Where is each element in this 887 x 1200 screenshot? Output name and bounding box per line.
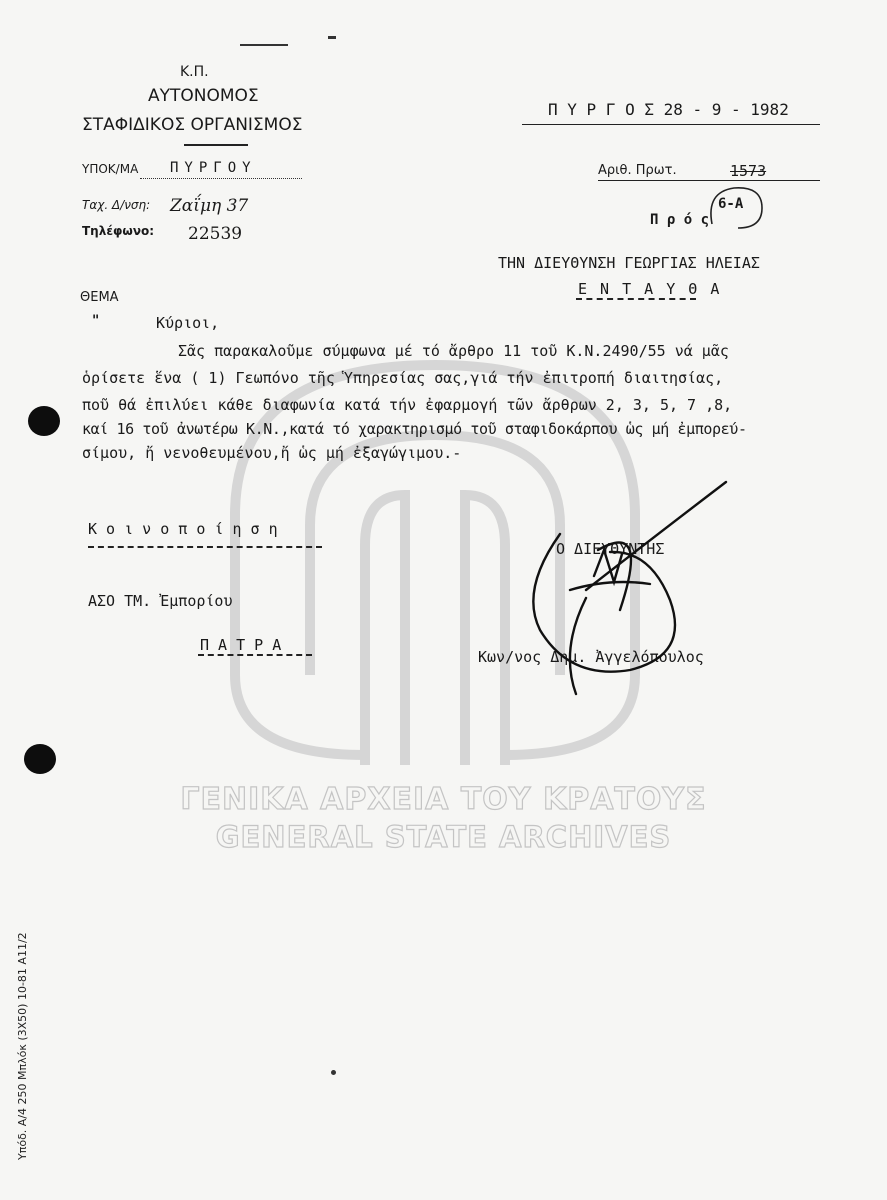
punch-hole: [24, 744, 56, 774]
body-line: ποῦ θά ἐπιλύει κάθε διαφωνία κατά τήν ἐφαρμογή τῶν ἄρθρων 2, 3, 5, 7 ,8,: [82, 396, 733, 414]
scan-speck: [331, 1070, 336, 1075]
cc-label: Κ ο ι ν ο π ο ί η σ η: [88, 520, 278, 538]
letterhead-underline: [184, 144, 248, 146]
body-line: σίμου, ἤ νενοθευμένου,ἤ ὡς μή ἐξαγώγιμου.-: [82, 444, 462, 462]
protocol-number: 1573: [730, 162, 767, 180]
salutation: Κύριοι,: [156, 314, 220, 332]
address-label: Ταχ. Δ/νση:: [82, 198, 151, 212]
branch-value: ΠΥΡΓΟΥ: [170, 160, 257, 176]
cc-underline: [88, 546, 322, 548]
recipient-line2: Ε Ν Τ Α Υ Θ Α: [578, 280, 722, 298]
recipient-underline: [576, 298, 696, 300]
body-line: ὁρίσετε ἕνα ( 1) Γεωπόνο τῆς Ὑπηρεσίας σας,γιά τήν ἐπιτροπή διαιτησίας,: [82, 369, 724, 387]
place-date: Π Υ Ρ Γ Ο Σ 28 - 9 - 1982: [548, 100, 789, 119]
protocol-underline: [598, 180, 820, 181]
place-date-underline: [522, 124, 820, 125]
protocol-stamp-code: 6-Α: [718, 196, 744, 212]
subject-label: ΘΕΜΑ: [80, 290, 119, 305]
scan-speck: [328, 36, 336, 39]
signatory-title: Ο ΔΙΕΥΘΥΝΤΗΣ: [556, 540, 665, 558]
phone-label: Τηλέφωνο:: [82, 224, 155, 238]
watermark-line-greek: ΓΕΝΙΚΑ ΑΡΧΕΙΑ ΤΟΥ ΚΡΑΤΟΥΣ: [180, 782, 707, 817]
address-value: Ζαΐμη 37: [170, 196, 249, 216]
cc-city-underline: [198, 654, 312, 656]
handwritten-signature: [500, 480, 740, 710]
recipient-line1: ΤΗΝ ΔΙΕΥΘΥΝΣΗ ΓΕΩΡΓΙΑΣ ΗΛΕΙΑΣ: [498, 254, 760, 272]
cc-city: Π Α Τ Ρ Α: [200, 636, 282, 654]
body-line: καί 16 τοῦ ἀνωτέρω Κ.Ν.,κατά τό χαρακτηρισμό τοῦ σταφιδοκάρπου ὡς μή ἐμπορεύ-: [82, 420, 747, 438]
cc-recipient: ΑΣΟ ΤΜ. Ἐμπορίου: [88, 592, 233, 610]
branch-dotted-line: [140, 178, 302, 179]
scan-speck: [240, 44, 288, 46]
footer-print-info: Υπόδ. Α/4 250 Μπλόκ (3Χ50) 10-81 Α11/2: [16, 932, 29, 1160]
punch-hole: [28, 406, 60, 436]
signatory-name: Κων/νος Δημ. Ἀγγελόπουλος: [478, 648, 704, 666]
protocol-label: Αριθ. Πρωτ.: [598, 163, 677, 178]
letterhead-abbrev: Κ.Π.: [180, 64, 209, 80]
subject-ditto: ": [92, 313, 100, 329]
to-label: Π ρ ό ς: [650, 212, 710, 228]
watermark-line-english: GENERAL STATE ARCHIVES: [215, 820, 672, 854]
body-line: Σᾶς παρακαλοῦμε σύμφωνα μέ τό ἄρθρο 11 τοῦ Κ.Ν.2490/55 νά μᾶς: [178, 342, 729, 360]
branch-label: ΥΠΟΚ/ΜΑ: [82, 162, 139, 176]
phone-value: 22539: [188, 224, 243, 244]
letterhead-org-line2: ΣΤΑΦΙΔΙΚΟΣ ΟΡΓΑΝΙΣΜΟΣ: [82, 115, 303, 135]
letterhead-org-line1: ΑΥΤΟΝΟΜΟΣ: [148, 86, 259, 106]
